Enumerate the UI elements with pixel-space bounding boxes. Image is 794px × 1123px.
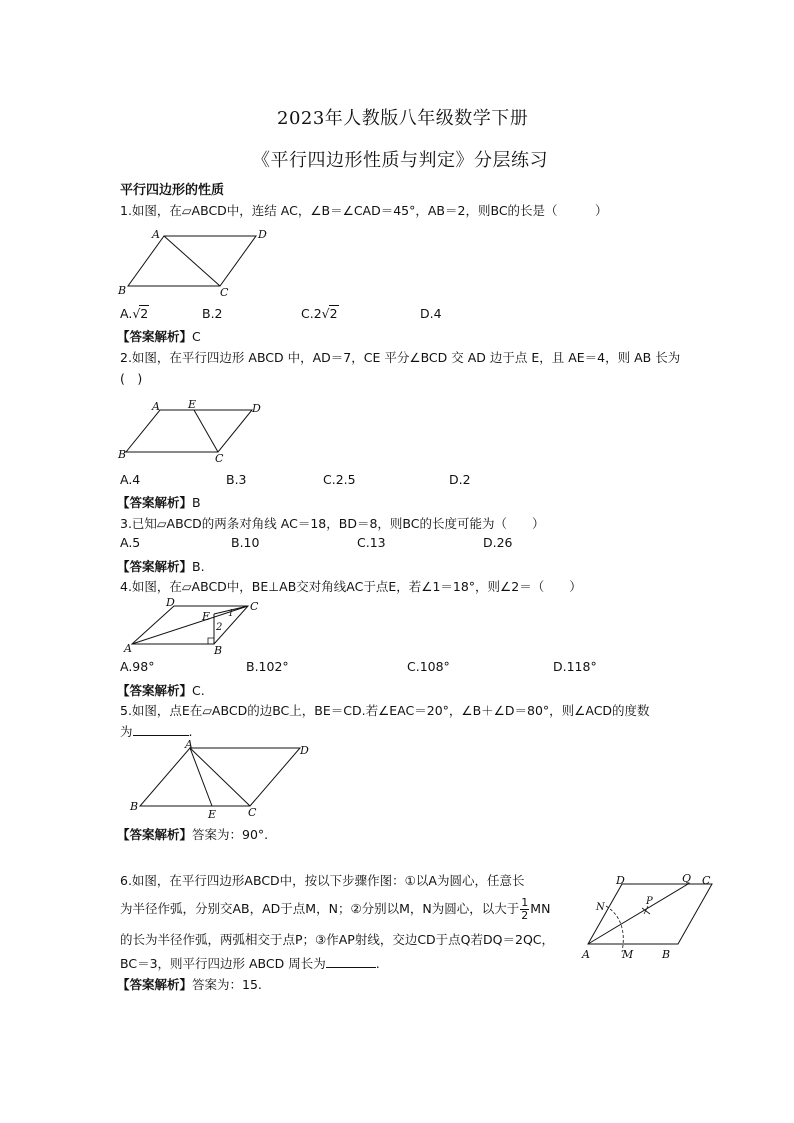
answer-blank[interactable] [326, 955, 376, 968]
fig6-label-q: Q [682, 872, 692, 885]
q4-option-a: A.98° [120, 659, 155, 674]
question-6-text: 6.如图，在平行四边形ABCD中，按以下步骤作图：①以A为圆心，任意长 [120, 873, 525, 888]
fig4-label-a: A [124, 642, 132, 655]
fig2-label-d: D [252, 402, 261, 415]
question-4-answer: 【答案解析】C. [117, 683, 205, 698]
question-1-answer: 【答案解析】C [117, 329, 201, 344]
question-3-text: 3.已知▱ABCD的两条对角线 AC＝18，BD＝8，则BC的长度可能为（ ） [120, 516, 545, 531]
q3-option-b: B.10 [231, 535, 260, 550]
fig6-label-a: A [582, 948, 590, 961]
fig1-label-b: B [118, 284, 127, 297]
question-4-text: 4.如图，在▱ABCD中，BE⊥AB交对角线AC于点E，若∠1＝18°，则∠2＝（ ） [120, 579, 582, 594]
fig4-label-d: D [166, 596, 175, 609]
fig6-label-c: C [702, 874, 711, 887]
fig4-label-e: E [202, 610, 211, 623]
question-6-text-line3: 的长为半径作弧，两弧相交于点P；③作AP射线，交边CD于点Q若DQ＝2QC， [120, 932, 555, 947]
q1-option-d: D.4 [420, 306, 442, 321]
q3-option-c: C.13 [357, 535, 386, 550]
fig5-label-e: E [208, 808, 217, 821]
question-5-text: 5.如图，点E在▱ABCD的边BC上，BE＝CD.若∠EAC＝20°，∠B＋∠D＝80°，则∠ACD的度数 [120, 703, 650, 718]
answer-blank[interactable] [133, 723, 189, 736]
document-subtitle: 《平行四边形性质与判定》分层练习 [252, 150, 548, 171]
q2-option-c: C.2.5 [323, 472, 356, 487]
fig6-label-p: P [646, 896, 653, 907]
q4-option-c: C.108° [407, 659, 450, 674]
q2-option-d: D.2 [449, 472, 471, 487]
fig1-label-d: D [258, 228, 267, 241]
question-2-text: 2.如图，在平行四边形 ABCD 中，AD＝7，CE 平分∠BCD 交 AD 边于点 E，且 AE＝4，则 AB 长为 [120, 350, 681, 365]
fig2-label-b: B [118, 448, 127, 461]
fig2-label-a: A [152, 400, 160, 413]
question-3-answer: 【答案解析】B. [117, 559, 205, 574]
q4-option-b: B.102° [246, 659, 289, 674]
question-1-text: 1.如图，在▱ABCD中，连结 AC，∠B＝∠CAD＝45°，AB＝2，则BC的长是（ ） [120, 203, 608, 218]
question-6-figure [578, 872, 718, 964]
fig1-label-c: C [220, 286, 229, 299]
question-5-figure [124, 738, 324, 822]
fig5-label-b: B [130, 800, 139, 813]
section-heading: 平行四边形的性质 [120, 183, 225, 198]
fig6-label-m: M [622, 948, 634, 961]
q3-option-a: A.5 [120, 535, 141, 550]
document-title: 2023年人教版八年级数学下册 [277, 108, 529, 129]
fig1-label-a: A [152, 228, 160, 241]
question-2-figure [112, 396, 272, 466]
q1-option-b: B.2 [202, 306, 223, 321]
fraction-one-half: $\frac{1}{2}$ [521, 896, 529, 922]
fig5-label-d: D [300, 744, 309, 757]
q1-option-a: A.√2 [120, 306, 149, 321]
fig6-label-d: D [616, 874, 625, 887]
question-1-figure [112, 222, 282, 302]
fig2-label-e: E [188, 398, 197, 411]
q3-option-d: D.26 [483, 535, 513, 550]
q2-option-b: B.3 [226, 472, 247, 487]
fig6-label-b: B [662, 948, 671, 961]
q1-option-c: C.2√2 [301, 306, 338, 321]
question-6-text-line4: BC＝3，则平行四边形 ABCD 周长为 . [120, 956, 380, 971]
answer-label: 【答案解析】 [117, 329, 193, 344]
question-1-options [120, 306, 149, 321]
question-2-text-cont: ( ) [120, 371, 143, 386]
fig4-label-b: B [214, 644, 223, 657]
question-5-text-cont: 为 . [120, 724, 193, 739]
question-6-text-line2: 为半径作弧，分别交AB，AD于点M，N；②分别以M，N为圆心，以大于 $\frac{1}{2}$ MN [120, 896, 551, 922]
question-2-answer: 【答案解析】B [117, 495, 201, 510]
fig5-label-c: C [248, 806, 257, 819]
fig4-label-c: C [250, 600, 259, 613]
fig6-label-n: N [596, 902, 605, 913]
fig4-label-1: 1 [228, 609, 234, 619]
fig2-label-c: C [215, 452, 224, 465]
question-5-answer: 【答案解析】答案为：90°. [117, 827, 269, 842]
q4-option-d: D.118° [553, 659, 597, 674]
q2-option-a: A.4 [120, 472, 141, 487]
fig4-label-2: 2 [216, 622, 223, 633]
question-4-figure [118, 596, 268, 658]
fig5-label-a: A [185, 738, 193, 751]
question-6-answer: 【答案解析】答案为：15. [117, 977, 262, 992]
